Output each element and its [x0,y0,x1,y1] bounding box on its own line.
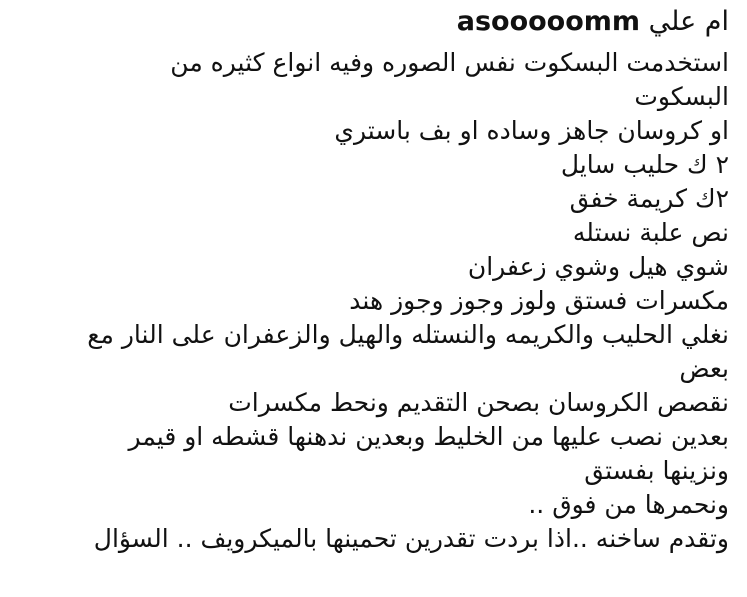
comment-line: مكسرات فستق ولوز وجوز وجوز هند [349,286,729,315]
comment-line: وتقدم ساخنه ..اذا بردت تقدرين تحمينها بالميكرويف .. السؤال [93,524,729,553]
comment-line: شوي هيل وشوي زعفران [467,252,729,281]
comment-line: ونزينها بفستق [584,456,729,485]
comment-line: ونحمرها من فوق .. [528,490,729,519]
comment-line: نص علبة نستله [572,218,729,247]
comment-line: البسكوت [634,82,729,111]
comment-line: ٢ك كريمة خفق [569,184,729,213]
comment-line: نقصص الكروسان بصحن التقديم ونحط مكسرات [228,388,729,417]
comment-line: استخدمت البسكوت نفس الصوره وفيه انواع كثيره من [170,48,729,77]
comment-body [16,46,729,556]
comment-line: بعض [679,354,729,383]
comment-line: او كروسان جاهز وساده او بف باستري [334,116,729,145]
comment-line: بعدين نصب عليها من الخليط وبعدين ندهنها قشطه او قيمر [128,422,729,451]
comment-line: نغلي الحليب والكريمه والنستله والهيل والزعفران على النار مع [87,320,729,349]
display-name: ام علي [648,6,729,37]
comment-line: ٢ ك حليب سايل [560,150,729,179]
username[interactable]: asooooomm [456,6,641,37]
comment-header [16,4,729,42]
